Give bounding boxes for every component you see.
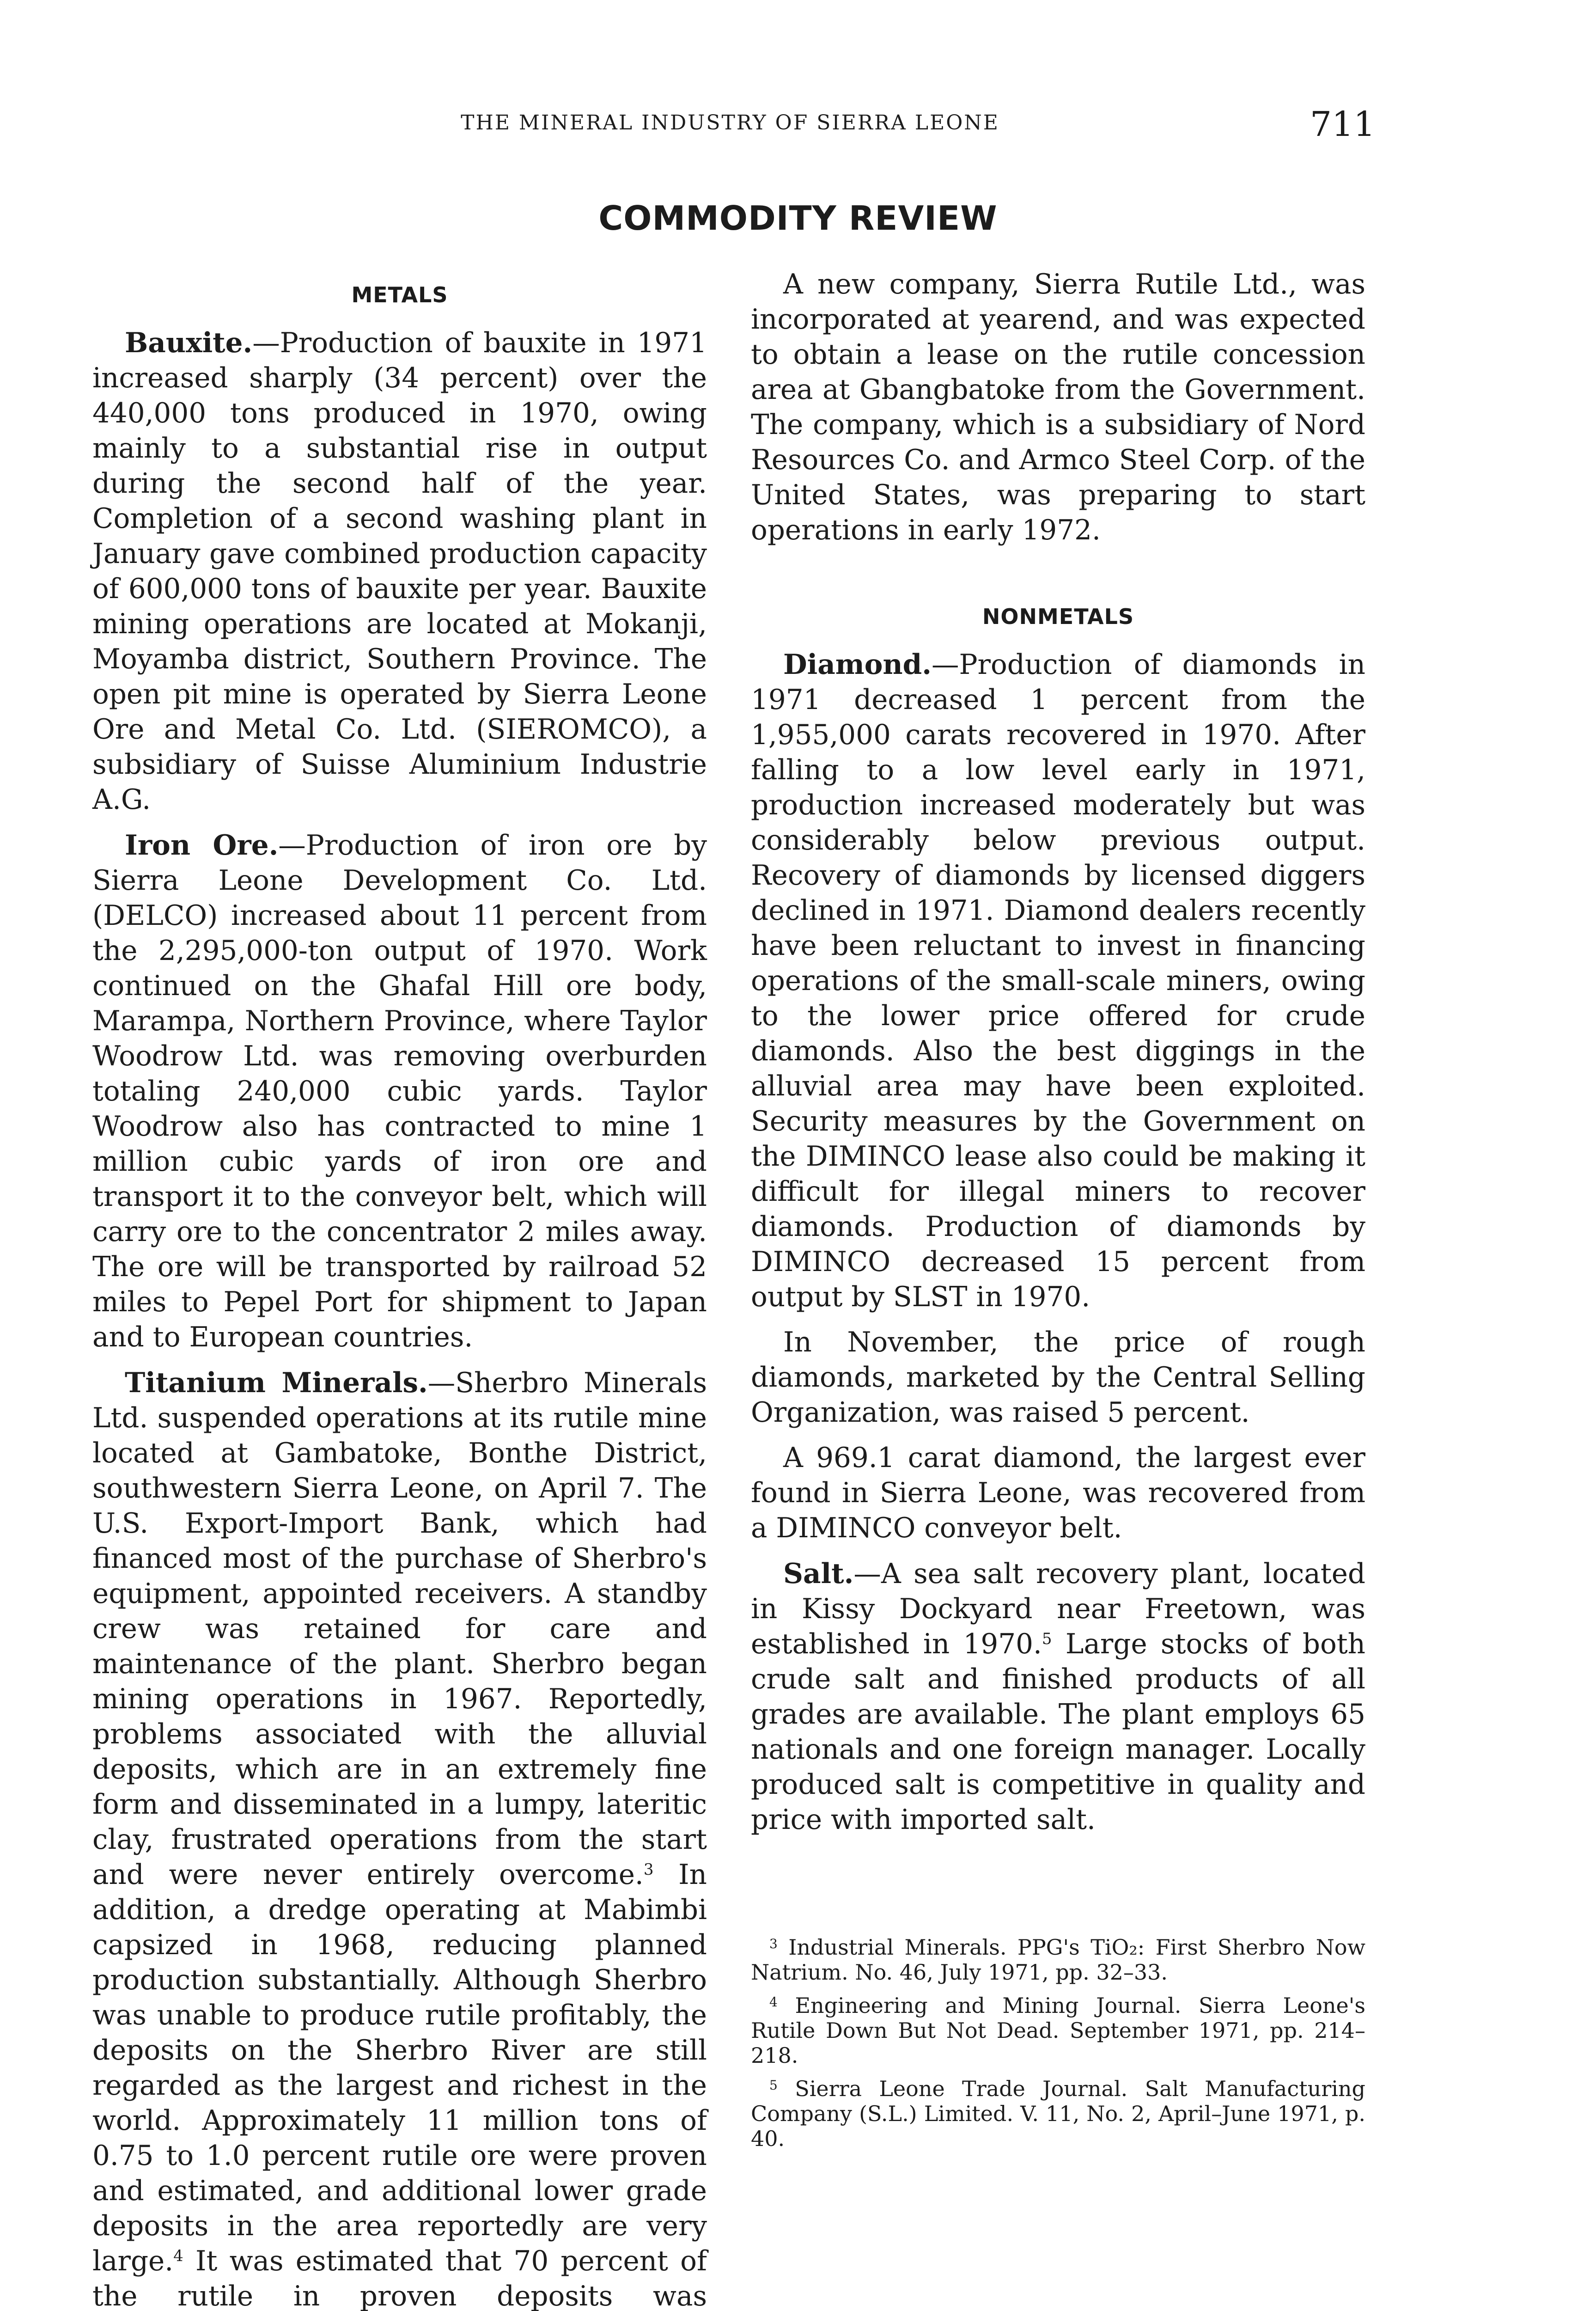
sierra-rutile-paragraph: A new company, Sierra Rutile Ltd., was incorporated at yearend, and was expected to obtain a lease on the rutile concession area at Gbangbatoke from the Government. The company, which is a subsidiary of Nord Resources Co. and Armco Steel Corp. of the United States, was preparing to start operations in early 1972. (751, 269, 1365, 546)
footnote-ref-3[interactable]: 3 (643, 1860, 654, 1879)
footnote-num: 4 (769, 1994, 778, 2010)
november-paragraph: In November, the price of rough diamonds, marketed by the Central Selling Organization, was raised 5 percent. (751, 1327, 1365, 1429)
footnote-4 (751, 1993, 1365, 2068)
running-title: THE MINERAL INDUSTRY OF SIERRA LEONE (461, 111, 999, 135)
bauxite-lead: Bauxite. (125, 327, 253, 359)
right-column (751, 267, 1365, 2159)
diamond-lead: Diamond. (783, 648, 932, 681)
salt-lead: Salt. (783, 1558, 854, 1590)
salt-body-1: —A sea salt recovery plant, located in Kissy Dockyard near Freetown, was established in 1970. (751, 1558, 1365, 1660)
diamond-body: —Production of diamonds in 1971 decreased 1 percent from the 1,955,000 carats recovered in 1970. After falling to a low level early in 1971, production increased moderately but was considerably below previous output. Recovery of diamonds by licensed diggers declined in 1971. Diamond dealers recently have been reluctant to invest in financing operations of the small-scale miners, owing to the lower price offered for crude diamonds. Also the best diggings in the alluvial area may have been exploited. Security measures by the Government on the DIMINCO lease also could be making it difficult for illegal miners to recover diamonds. Production of diamonds by DIMINCO decreased 15 percent from output by SLST in 1970. (751, 649, 1365, 1313)
footnote-ref-4[interactable]: 4 (173, 2247, 183, 2265)
footnote-num: 5 (769, 2078, 778, 2093)
salt-paragraph (751, 1556, 1365, 1838)
titanium-body-3: It was estimated that 70 percent of the rutile in proven deposits was (92, 2245, 707, 2311)
footnote-text: Industrial Minerals. PPG's TiO₂: First Sherbro Now Natrium. No. 46, July 1971, pp. 32–33. (751, 1935, 1366, 1985)
page-number: 711 (1310, 104, 1376, 144)
titanium-lead: Titanium Minerals. (125, 1367, 428, 1399)
footnote-text: Sierra Leone Trade Journal. Salt Manufacturing Company (S.L.) Limited. V. 11, No. 2, April–June 1971, p. 40. (751, 2076, 1366, 2151)
nonmetals-heading: NONMETALS (982, 604, 1134, 629)
section-title: COMMODITY REVIEW (598, 199, 998, 238)
iron-ore-lead: Iron Ore. (125, 829, 279, 862)
footnote-ref-5[interactable]: 5 (1042, 1630, 1052, 1648)
salt-body-2: Large stocks of both crude salt and finished products of all grades are available. The plant employs 65 nationals and one foreign manager. Locally produced salt is competitive in quality and price with imported salt. (751, 1628, 1365, 1836)
footnote-3 (751, 1935, 1365, 1985)
large-diamond-paragraph: A 969.1 carat diamond, the largest ever found in Sierra Leone, was recovered from a DIMINCO conveyor belt. (751, 1442, 1365, 1544)
footnote-5 (751, 2076, 1365, 2151)
footnotes (751, 1935, 1365, 2151)
iron-ore-body: —Production of iron ore by Sierra Leone Development Co. Ltd. (DELCO) increased about 11 percent from the 2,295,000-ton output of 1970. Work continued on the Ghafal Hill ore body, Marampa, Northern Province, where Taylor Woodrow Ltd. was removing overburden totaling 240,000 cubic yards. Taylor Woodrow also has contracted to mine 1 million cubic yards of iron ore and transport it to the conveyor belt, which will carry ore to the concentrator 2 miles away. The ore will be transported by railroad 52 miles to Pepel Port for shipment to Japan and to European countries. (92, 830, 707, 1353)
footnote-num: 3 (769, 1936, 778, 1951)
left-column (92, 273, 707, 2311)
titanium-paragraph (92, 1365, 707, 2311)
titanium-body-1: —Sherbro Minerals Ltd. suspended operations at its rutile mine located at Gambatoke, Bonthe District, southwestern Sierra Leone, on April 7. The U.S. Export-Import Bank, which had financed most of the purchase of Sherbro's equipment, appointed receivers. A standby crew was retained for care and maintenance of the plant. Sherbro began mining operations in 1967. Reportedly, problems associated with the alluvial deposits, which are in an extremely fine form and disseminated in a lumpy, lateritic clay, frustrated operations from the start and were never entirely overcome. (92, 1367, 707, 1891)
titanium-body-2: In addition, a dredge operating at Mabimbi capsized in 1968, reducing planned production substantially. Although Sherbro was unable to produce rutile profitably, the deposits on the Sherbro River are still regarded as the largest and richest in the world. Approximately 11 million tons of 0.75 to 1.0 percent rutile ore were proven and estimated, and additional lower grade deposits in the area reportedly are very large. (92, 1859, 707, 2277)
footnote-text: Engineering and Mining Journal. Sierra Leone's Rutile Down But Not Dead. September 1971, pp. 214–218. (751, 1993, 1366, 2068)
iron-ore-paragraph (92, 828, 707, 1355)
bauxite-paragraph (92, 325, 707, 818)
bauxite-body: —Production of bauxite in 1971 increased sharply (34 percent) over the 440,000 tons produced in 1970, owing mainly to a substantial rise in output during the second half of the year. Completion of a second washing plant in January gave combined production capacity of 600,000 tons of bauxite per year. Bauxite mining operations are located at Mokanji, Moyamba district, Southern Province. The open pit mine is operated by Sierra Leone Ore and Metal Co. Ltd. (SIEROMCO), a subsidiary of Suisse Aluminium Industrie A.G. (92, 327, 707, 816)
metals-heading: METALS (351, 282, 448, 307)
diamond-paragraph (751, 647, 1365, 1315)
